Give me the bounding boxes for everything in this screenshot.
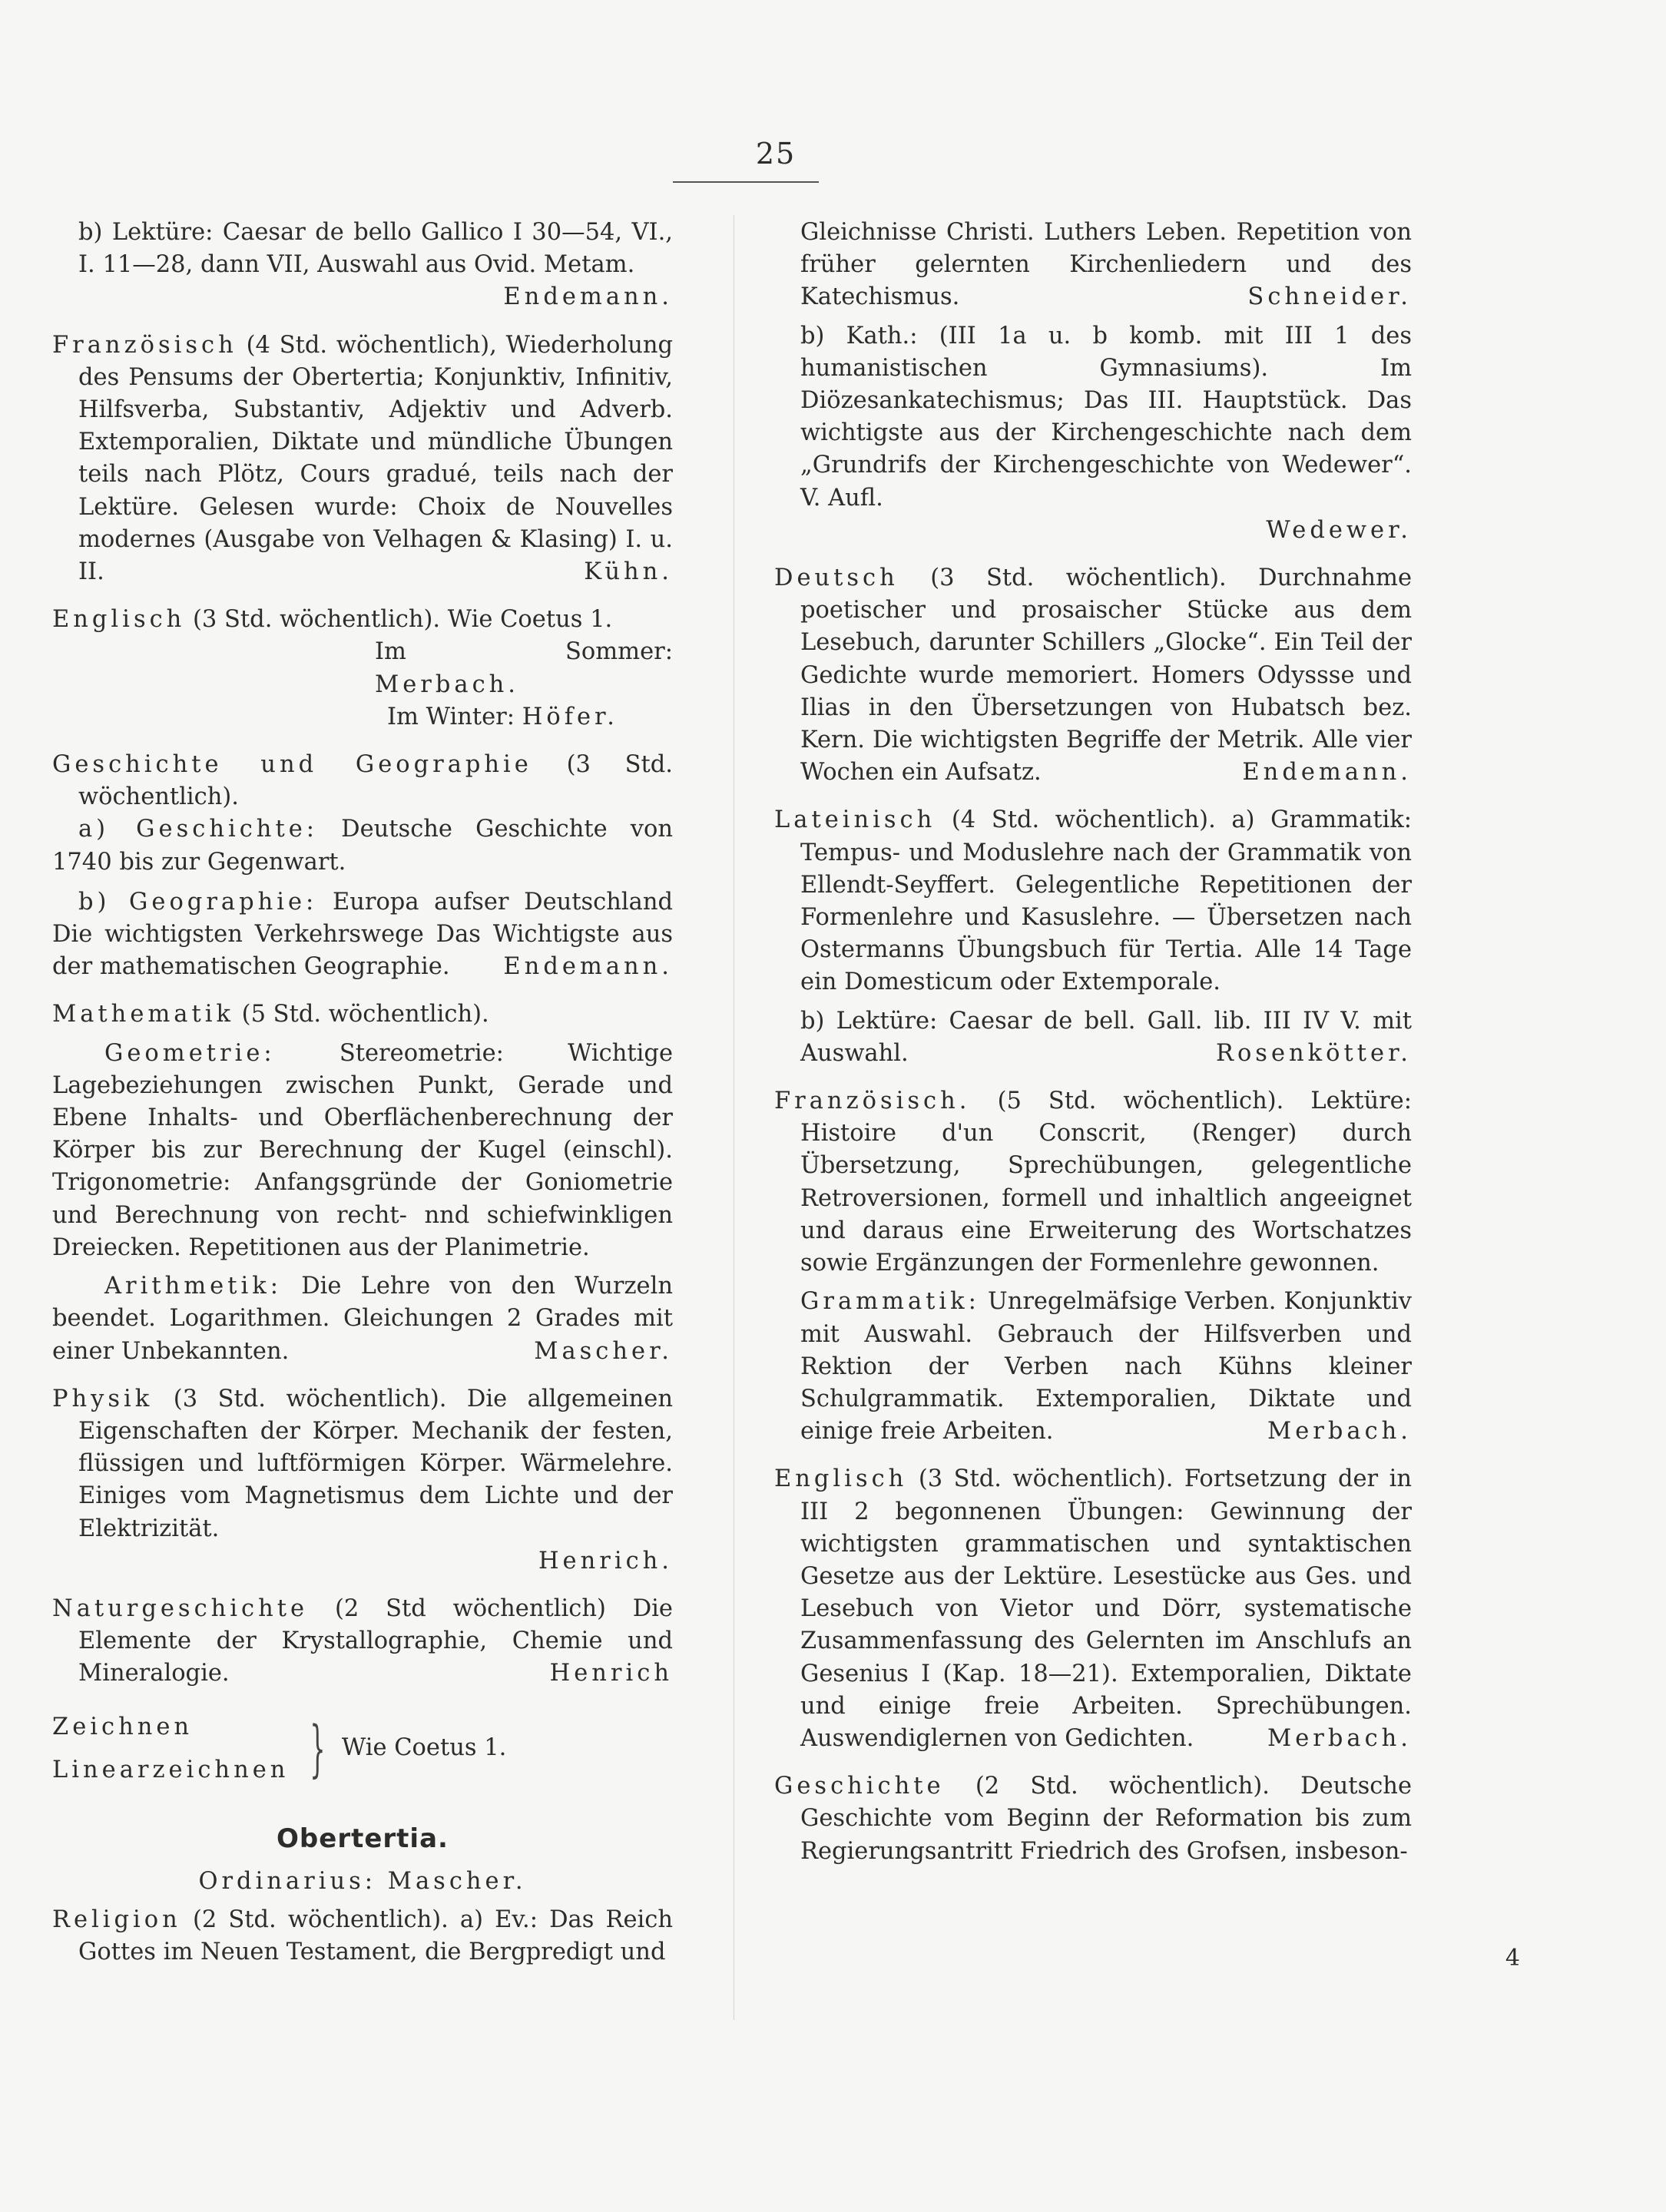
mathematik-text: (5 Std. wöchentlich). [241,1001,489,1028]
section-geschichte-right [774,1770,1412,1868]
franzoesisch-right-teacher: Merbach. [1267,1418,1412,1445]
page-number-rule [673,181,819,183]
mathematik-subject: Mathematik [52,1001,234,1028]
mathematik-teacher: Mascher. [534,1337,673,1365]
englisch-right-teacher: Merbach. [1267,1724,1412,1752]
englisch-right-text: (3 Std. wöchentlich). Fortsetzung der in III 2 begonnenen Übungen: Gewinnung der wichtigsten grammatischen und syntaktischen Gesetze aus der Lektüre. Lesestücke aus Ges. und Lesebuch von Vietor und Dörr, systematische Zusammenfassung des Gelernten im Anschlufs an Gesenius I (Kap. 18—21). Extemporalien, Diktate und einige freie Arbeiten. Sprechübungen. Auswendiglernen von Gedichten. [800,1465,1412,1752]
lektuere-teacher: Endemann. [503,283,673,311]
signature-mark: 4 [1505,1945,1520,1972]
englisch-text: (3 Std. wöchentlich). Wie Coetus 1. [193,606,613,634]
geographie-b-label: b) Geographie: [78,888,318,916]
naturgeschichte-teacher: Henrich [549,1660,673,1687]
physik-text: (3 Std. wöchentlich). Die allgemeinen Eigenschaften der Körper. Mechanik der festen, flüssigen und luftförmigen Körper. Wärmelehre. Einiges vom Magnetismus dem Lichte und der Elektrizität. [78,1385,673,1542]
deutsch-text: (3 Std. wöchentlich). Durchnahme poetischer und prosaischer Stücke aus dem Lesebuch, darunter Schillers „Glocke“. Ein Teil der Gedichte wurde memoriert. Homers Odyssse und Ilias in den Übersetzungen von Hubatsch bez. Kern. Die wichtigsten Begriffe der Metrik. Alle vier Wochen ein Aufsatz. [800,565,1412,786]
arithmetik-text: Die Lehre von den Wurzeln beendet. Logarithmen. Gleichungen 2 Grades mit einer Unbekannten. [52,1273,673,1365]
linearzeichnen-label: Linearzeichnen [52,1756,290,1783]
obertertia-ordinarius: Ordinarius: Mascher. [198,1867,527,1895]
geschichte-text: (3 Std. wöchentlich). [78,751,673,811]
section-physik [52,1383,673,1578]
englisch-subject: Englisch [52,606,186,634]
religion-cont-text: Gleichnisse Christi. Luthers Leben. Repetition von früher gelernten Kirchenliedern und des Katechismus. [800,219,1412,311]
franzoesisch-text: (4 Std. wöchentlich), Wiederholung des Pensums der Obertertia; Konjunktiv, Infinitiv, Hilfsverba, Substantiv, Adjektiv und Adverb. Extemporalien, Diktate und mündliche Übungen teils nach Plötz, Cours gradué, teils nach der Lektüre. Gelesen wurde: Choix de Nouvelles modernes (Ausgabe von Velhagen & Klasing) I. u. II. [78,331,674,586]
englisch-summer-teacher: Merbach. [375,671,519,698]
section-zeichnen [52,1706,673,1792]
religion-cont-teacher: Schneider. [1247,283,1412,311]
arithmetik-label: Arithmetik: [104,1273,283,1300]
deutsch-subject: Deutsch [774,565,899,592]
section-lektuere [52,217,673,314]
lateinisch-subject: Lateinisch [774,806,936,834]
obertertia-heading: Obertertia. [277,1823,449,1854]
religion-text: (2 Std. wöchentlich). a) Ev.: Das Reich Gottes im Neuen Testament, die Bergpredigt und [78,1906,673,1966]
englisch-right-subject: Englisch [774,1465,908,1493]
physik-teacher: Henrich. [538,1547,673,1575]
geschichte-subject: Geschichte und Geographie [52,751,532,779]
section-mathematik [52,998,673,1367]
kath-text: b) Kath.: (III 1a u. b komb. mit III 1 des humanistischen Gymnasiums). Im Diözesankatechismus; Das III. Hauptstück. Das wichtigste aus der Kirchengeschichte nach dem „Grundrifs der Kirchengeschichte von Wedewer“. V. Aufl. [800,322,1412,512]
geschichte-right-text: (2 Std. wöchentlich). Deutsche Geschichte vom Beginn der Reformation bis zum Regierungsantritt Friedrich des Grofsen, insbeson- [800,1773,1412,1865]
physik-subject: Physik [52,1385,154,1412]
geographie-b-text: Europa aufser Deutschland Die wichtigsten Verkehrswege Das Wichtigste aus der mathematischen Geographie. [52,888,673,981]
section-religion-cont [774,217,1412,547]
englisch-summer-label: Im Sommer: [375,638,673,666]
geometrie-text: Stereometrie: Wichtige Lagebeziehungen zwischen Punkt, Gerade und Ebene Inhalts- und Oberflächenberechnung der Körper bis zur Berechnung der Kugel (einschl). Trigonometrie: Anfangsgründe der Goniometrie und Berechnung von recht- nnd schiefwinkligen Dreiecken. Repetitionen aus der Planimetrie. [52,1039,673,1261]
deutsch-teacher: Endemann. [1242,759,1412,786]
lateinisch-text: (4 Std. wöchentlich). a) Grammatik: Tempus- und Moduslehre nach der Grammatik von Ellendt-Seyffert. Gelegentliche Repetitionen der Formenlehre und Kasuslehre. — Übersetzen nach Ostermanns Übungsbuch für Tertia. Alle 14 Tage ein Domesticum oder Extemporale. [800,806,1413,996]
section-naturgeschichte [52,1593,673,1690]
zeichnen-label: Zeichnen [52,1713,194,1740]
left-column [52,217,673,1984]
lateinisch-teacher: Rosenkötter. [1215,1039,1412,1067]
zeichnen-note: Wie Coetus 1. [341,1734,507,1762]
religion-subject: Religion [52,1906,181,1933]
englisch-winter-teacher: Höfer. [522,703,618,730]
franzoesisch-right-text: (5 Std. wöchentlich). Lektüre: Histoire d'un Conscrit, (Renger) durch Übersetzung, Sprechübungen, gelegentliche Retroversionen, formell und inhaltlich angeeignet und daraus eine Erweiterung des Wortschatzes sowie Ergänzungen der Formenlehre gewonnen. [800,1088,1412,1277]
grammatik-label: Grammatik: [800,1288,980,1316]
section-deutsch [774,562,1412,789]
grammatik-text: Unregelmäfsige Verben. Konjunktiv mit Auswahl. Gebrauch der Hilfsverben und Rektion der Verben nach Kühns kleiner Schulgrammatik. Extemporalien, Diktate und einige freie Arbeiten. [800,1288,1412,1445]
naturgeschichte-subject: Naturgeschichte [52,1594,309,1622]
page-number: 25 [755,137,797,171]
franzoesisch-teacher: Kühn. [584,558,673,586]
naturgeschichte-text: (2 Std wöchentlich) Die Elemente der Krystallographie, Chemie und Mineralogie. [78,1594,673,1687]
brace-icon: } [310,1712,326,1784]
englisch-winter-label: Im Winter: [387,703,515,730]
geschichte-teacher: Endemann. [503,953,673,981]
section-lateinisch [774,804,1412,1070]
kath-teacher: Wedewer. [1266,516,1412,544]
lateinisch-b-text: b) Lektüre: Caesar de bell. Gall. lib. III IV V. mit Auswahl. [800,1007,1412,1067]
geometrie-label: Geometrie: [104,1039,276,1067]
franzoesisch-right-subject: Französisch. [774,1088,971,1115]
section-religion [52,1904,673,1969]
geschichte-a-text: Deutsche Geschichte von 1740 bis zur Gegenwart. [52,816,673,876]
section-geschichte [52,749,673,983]
section-franzoesisch [52,329,673,589]
section-englisch-right [774,1463,1412,1755]
lektuere-text: b) Lektüre: Caesar de bello Gallico I 30—54, VI., I. 11—28, dann VII, Auswahl aus Ovid. Metam. [78,219,673,279]
right-column [774,217,1412,1883]
section-englisch [52,604,673,733]
geschichte-right-subject: Geschichte [774,1773,945,1800]
franzoesisch-subject: Französisch [52,331,237,359]
geschichte-a-label: a) Geschichte: [78,816,319,843]
section-franzoesisch-right [774,1085,1412,1448]
